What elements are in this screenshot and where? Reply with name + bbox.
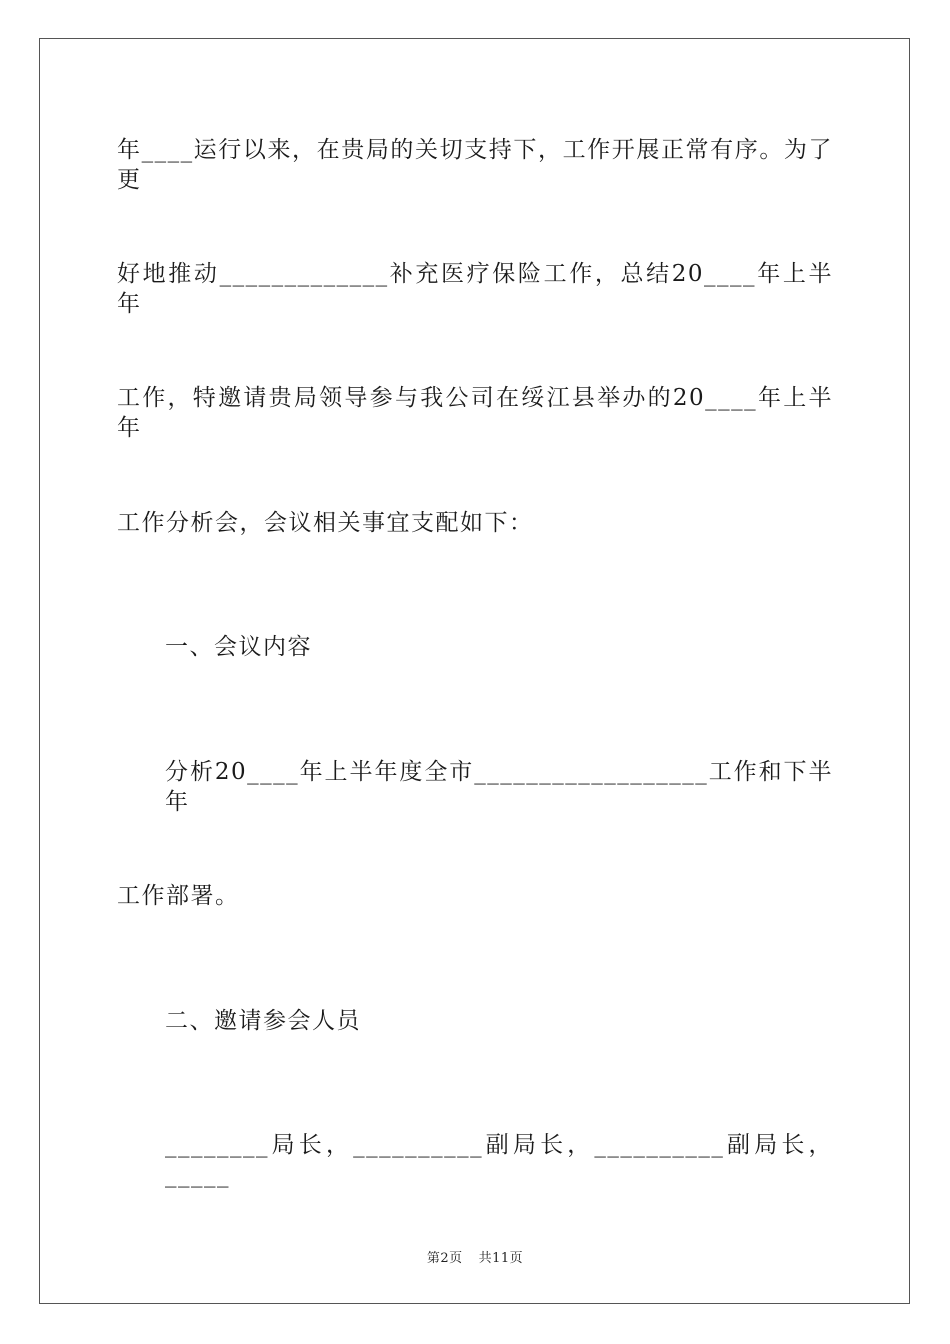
page-total: 共11页 [478,1251,524,1266]
paragraph-line-3: 工作，特邀请贵局领导参与我公司在绥江县举办的20____年上半年 [117,385,833,441]
page-border [39,38,910,1304]
attendees-line: ________局长，__________副局长，__________副局长，_____ [165,1132,833,1188]
paragraph-line-1: 年____运行以来，在贵局的关切支持下，工作开展正常有序。为了更 [117,137,833,193]
paragraph-line-6: 工作部署。 [117,883,240,909]
section-heading-meeting-content: 一、会议内容 [165,634,312,660]
paragraph-line-2: 好地推动_____________补充医疗保险工作，总结20____年上半年 [117,261,833,317]
paragraph-line-5: 分析20____年上半年度全市__________________工作和下半年 [165,759,833,815]
paragraph-line-4: 工作分析会，会议相关事宜支配如下： [117,510,534,536]
page-footer [0,1247,950,1266]
page-number: 第2页 [426,1251,463,1266]
section-heading-invited-attendees: 二、邀请参会人员 [165,1008,361,1034]
